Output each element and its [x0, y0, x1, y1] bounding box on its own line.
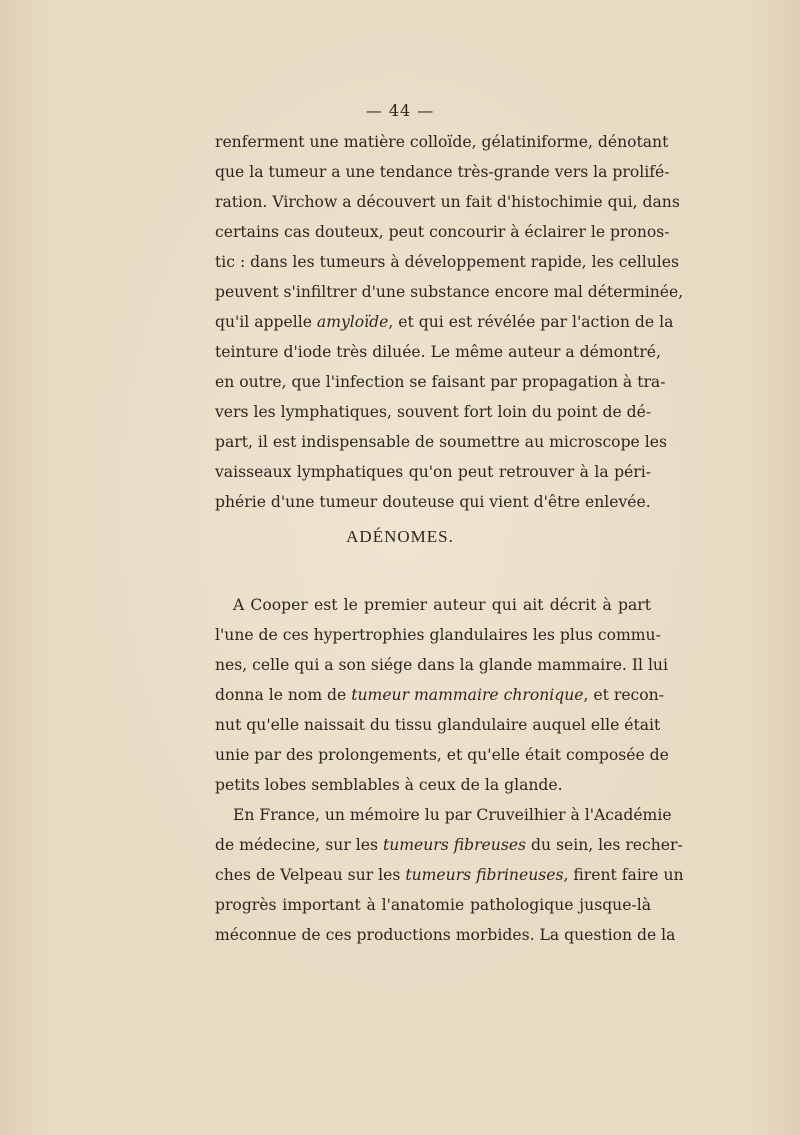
text-line [215, 830, 683, 860]
text-line: nut qu'elle naissait du tissu glandulaire auquel elle était [215, 716, 661, 734]
text-line: teinture d'iode très diluée. Le même auteur a démontré, [215, 343, 661, 361]
text-line [215, 680, 664, 710]
paragraph-histochemistry [215, 127, 684, 517]
text-line: A Cooper est le premier auteur qui ait décrit à part [233, 596, 651, 614]
text-line: peuvent s'infiltrer d'une substance encore mal déterminée, [215, 283, 684, 301]
text-line: renferment une matière colloïde, gélatiniforme, dénotant [215, 133, 669, 151]
section-heading: ADÉNOMES. [346, 527, 454, 546]
paragraph-cooper [215, 590, 684, 950]
text-line: l'une de ces hypertrophies glandulaires les plus commu- [215, 626, 661, 644]
text-line [215, 307, 674, 337]
text-line: progrès important à l'anatomie pathologique jusque-là [215, 896, 651, 914]
text-line: vaisseaux lymphatiques qu'on peut retrouver à la péri- [215, 463, 651, 481]
text-line [215, 860, 684, 890]
italic-term-tumeurs-fibreuses: tumeurs fibreuses [382, 836, 527, 854]
text-line: ration. Virchow a découvert un fait d'histochimie qui, dans [215, 193, 680, 211]
text-segment: donna le nom de [215, 686, 352, 704]
text-line: que la tumeur a une tendance très-grande vers la prolifé- [215, 163, 670, 181]
text-line: unie par des prolongements, et qu'elle était composée de [215, 746, 669, 764]
italic-term-tumeur-mammaire: tumeur mammaire chronique [351, 686, 584, 704]
text-line: En France, un mémoire lu par Cruveilhier à l'Académie [233, 806, 672, 824]
text-line: vers les lymphatiques, souvent fort loin du point de dé- [215, 403, 652, 421]
text-line: méconnue de ces productions morbides. La question de la [215, 926, 676, 944]
text-line: en outre, que l'infection se faisant par propagation à tra- [215, 373, 666, 391]
text-segment: de médecine, sur les [215, 836, 383, 854]
text-segment: , et qui est révélée par l'action de la [388, 313, 674, 331]
text-line: part, il est indispensable de soumettre au microscope les [215, 433, 667, 451]
text-line: tic : dans les tumeurs à développement rapide, les cellules [215, 253, 679, 271]
italic-term-tumeurs-fibrineuses: tumeurs fibrineuses [405, 866, 564, 884]
text-segment: , et recon- [583, 686, 664, 704]
text-segment: ches de Velpeau sur les [215, 866, 406, 884]
text-segment: du sein, les recher- [526, 836, 683, 854]
italic-term-amyloide: amyloïde [316, 313, 389, 331]
text-line: phérie d'une tumeur douteuse qui vient d'être enlevée. [215, 493, 651, 511]
text-segment: , firent faire un [563, 866, 684, 884]
page-number: — 44 — [365, 101, 435, 120]
text-segment: qu'il appelle [215, 313, 317, 331]
text-line: certains cas douteux, peut concourir à éclairer le pronos- [215, 223, 670, 241]
text-line: nes, celle qui a son siége dans la glande mammaire. Il lui [215, 656, 668, 674]
text-line: petits lobes semblables à ceux de la glande. [215, 776, 563, 794]
